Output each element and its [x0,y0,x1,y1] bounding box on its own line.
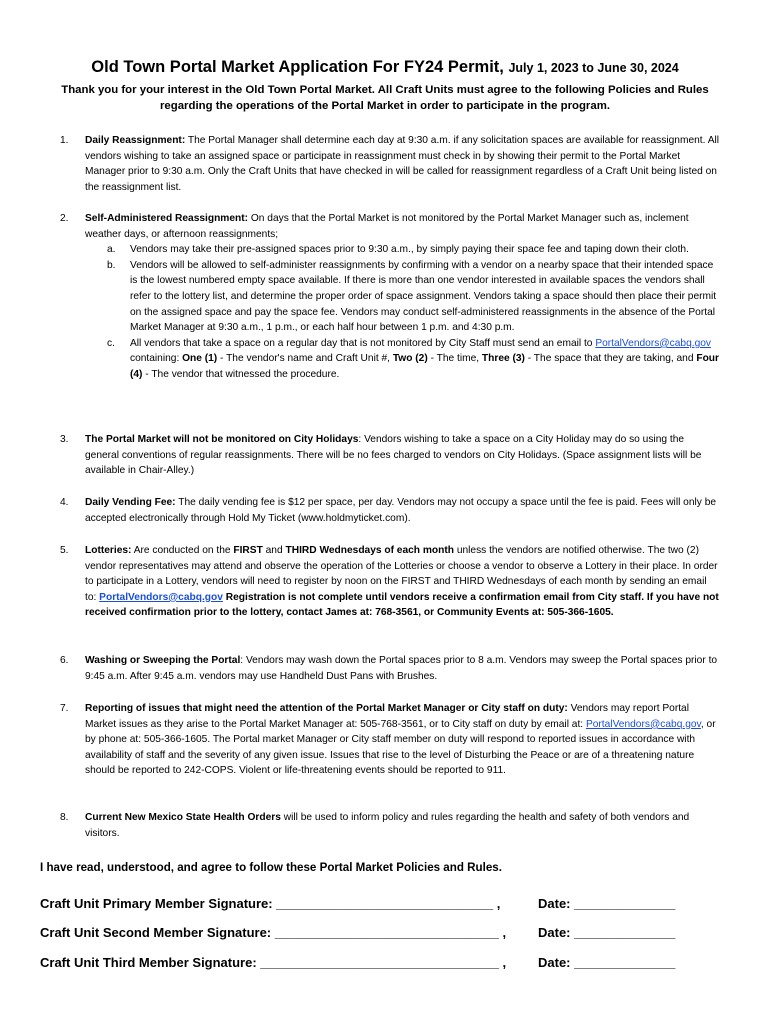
item-heading: Daily Vending Fee: [85,497,176,508]
item-heading: Self-Administered Reassignment: [85,213,249,224]
agreement-statement: I have read, understood, and agree to follow these Portal Market Policies and Rules. [40,861,502,874]
item-body [85,211,720,383]
sub-item-a [85,242,720,258]
sub-letter: c. [107,337,115,349]
item-number: 8. [60,812,69,823]
item-number: 1. [60,135,69,146]
sub-item-c: c. All vendors that take a space on a regular day that is not monitored by City Staff must send an email to PortalVendors@cabq.gov containing: One (1) - The vendor's name and Craft Unit #, Two (2) - The time, Three (3) - The space that they are taking, and Four (4) - The vendor that witnessed the procedure. [107,337,719,380]
item-body: Lotteries: Are conducted on the FIRST and THIRD Wednesdays of each month unless the vendors are notified otherwise. The two (2) vendor representatives may attend and observe the operation of the Lotteries or choose a vendor to observe a Lottery in their place. In order to participate in a Lottery, vendors will need to register by noon on the FIRST and THIRD Wednesdays of each month by sending an email to: PortalVendors@cabq.gov Registration is not complete until vendors receive a confirmation email from City staff. If you have not received confirmation prior to the lottery, contact James at: 768-3561, or Community Events at: 505-366-1605. [85,545,719,619]
item-body [85,495,720,526]
item-body [85,432,720,479]
item-heading: Current New Mexico State Health Orders [85,812,281,823]
item-number: 3. [60,434,69,445]
sub-text: Vendors will be allowed to self-administer reassignments by confirming with a vendor on a nearby space that their intended space is the lowest numbered empty space available. If there is more than one vendor interested in available spaces the vendors shall refer to the lottery list, and determine the proper order of space assignment. Vendors taking a space should then place their permit on the assigned space and pay the space fee. Vendors may conduct self-administered reassignments in the absence of the Portal Market Manager at 9:30 a.m., 1 p.m., or each half hour between 1 p.m. and 4:30 p.m. [130,259,717,334]
primary-date-line[interactable]: Date: ______________ [538,896,676,911]
sub-item-b [85,258,720,336]
third-date-line[interactable]: Date: ______________ [538,955,676,970]
item-number: 7. [60,703,69,714]
item-body: Reporting of issues that might need the attention of the Portal Market Manager or City staff on duty: Vendors may report Portal Market issues as they arise to the Portal Market Manager at: 505-768-3561, or to City staff on duty by email at: PortalVendors@cabq.gov, or by phone at: 505-366-1605. The Portal market Manager or City staff member on duty will respond to reported issues in accordance with availability of staff and the severity of any given issue. Issues that rise to the level of Disturbing the Peace or are of a threatening nature should be reported to 242-COPS. Violent or life-threatening events should be reported to 911. [85,703,716,777]
item-body [85,653,720,684]
item-text: : Vendors may wash down the Portal spaces prior to 8 a.m. Vendors may sweep the Portal spaces prior to 9:45 a.m. After 9:45 a.m. vendors may use Handheld Dust Pans with Brushes. [85,655,718,682]
item-heading: Lotteries: [85,545,132,556]
intro-text: Thank you for your interest in the Old Town Portal Market. All Craft Units must agree to the following Policies and Rules regarding the operations of the Portal Market in order to participate in the program. [61,84,709,112]
sub-text-a: All vendors that take a space on a regular day that is not monitored by City Staff must send an email to [130,337,593,349]
page-title [0,58,770,77]
item-heading: Reporting of issues that might need the attention of the Portal Market Manager or City staff on duty: [85,703,568,714]
item-heading: The Portal Market will not be monitored on City Holidays [85,434,359,445]
item-number: 6. [60,655,69,666]
second-date-line[interactable]: Date: ______________ [538,925,676,940]
third-signature-line[interactable]: Craft Unit Third Member Signature: _________________________________ , [40,955,507,970]
sub-text: Vendors may take their pre-assigned spaces prior to 9:30 a.m., by simply paying their space fee and taping down their cloth. [130,244,689,256]
item-body [85,810,720,841]
item-heading: Daily Reassignment: [85,135,186,146]
sub-letter: a. [107,244,116,256]
email-link[interactable]: PortalVendors@cabq.gov [595,337,711,349]
item-heading: Washing or Sweeping the Portal [85,655,241,666]
item-text: will be used to inform policy and rules regarding the health and safety of both vendors and visitors. [85,812,690,839]
item-number: 5. [60,545,69,556]
email-link[interactable]: PortalVendors@cabq.gov [99,591,223,603]
item-text: : Vendors wishing to take a space on a City Holiday may do so using the general conventions of regular reassignments. There will be no fees charged to vendors on City Holidays. (Space assignment lists will be available in Chair-Alley.) [85,434,702,477]
email-link[interactable]: PortalVendors@cabq.gov [585,718,701,730]
primary-signature-line[interactable]: Craft Unit Primary Member Signature: ______________________________ , [40,896,501,911]
title-main: Old Town Portal Market Application For FY24 Permit, [91,58,504,76]
item-text: The daily vending fee is $12 per space, per day. Vendors may not occupy a space until the fee is paid. Fees will only be accepted electronically through Hold My Ticket (www.holdmyticket.com). [85,497,717,524]
item-number: 4. [60,497,69,508]
second-signature-line[interactable]: Craft Unit Second Member Signature: _______________________________ , [40,925,507,940]
item-body [85,133,720,195]
title-dates: July 1, 2023 to June 30, 2024 [508,61,679,75]
item-text: On days that the Portal Market is not monitored by the Portal Market Manager such as, inclement weather days, or afternoon reassignments; [85,213,689,240]
item-number: 2. [60,213,69,224]
sub-letter: b. [107,259,116,271]
item-text: The Portal Manager shall determine each day at 9:30 a.m. if any solicitation spaces are available for reassignment. All vendors wishing to take an assigned space or participate in reassignment must check in by showing their permit to the Portal Market Manager prior to 9:30 a.m. Only the Craft Units that have checked in will be called for reassignment regardless of a Craft Unit being listed on the reassignment list. [85,135,720,193]
